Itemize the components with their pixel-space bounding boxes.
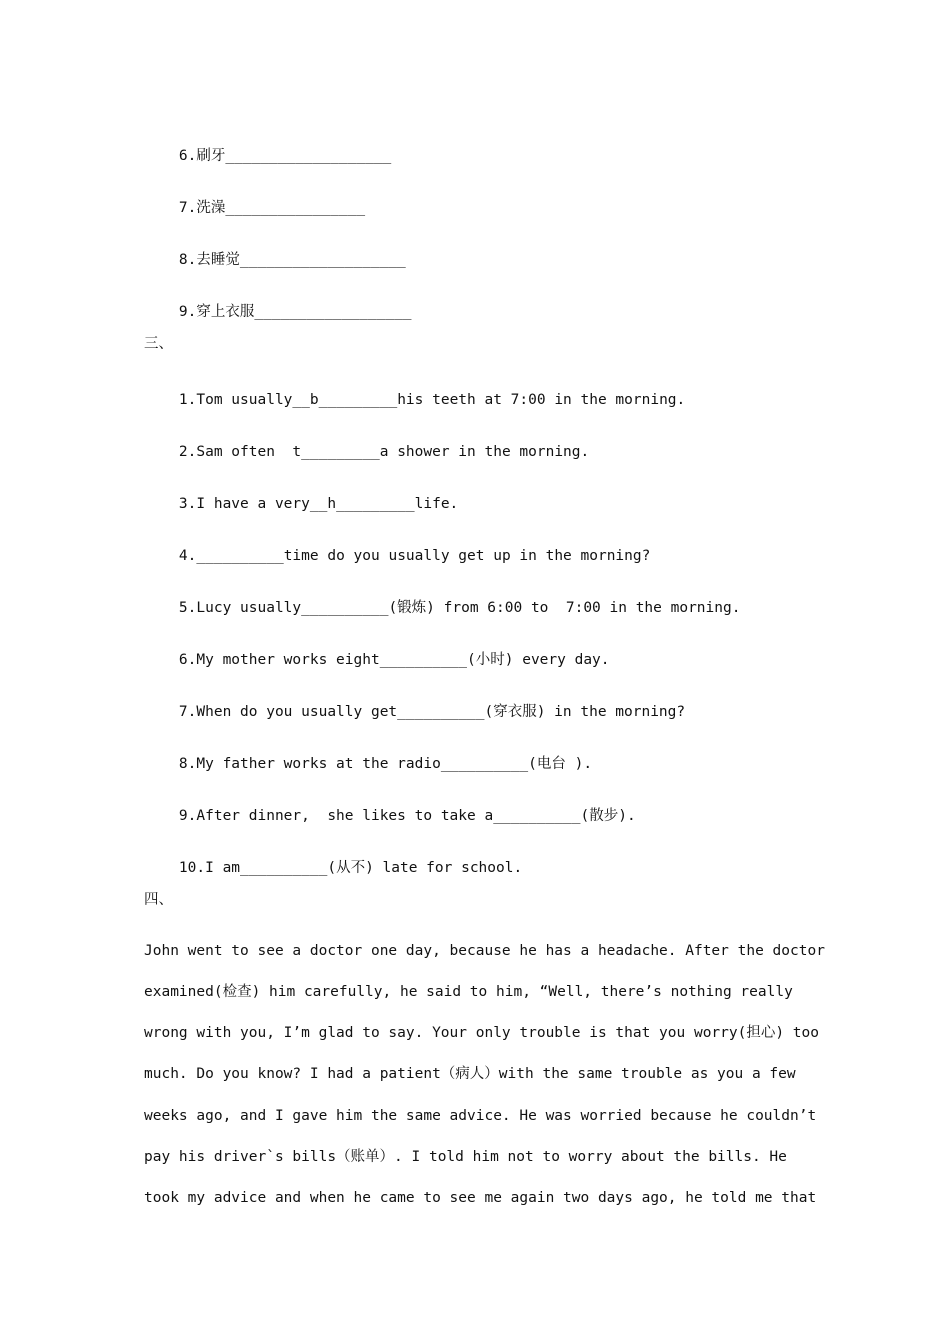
item-text-after: life. [414,496,459,512]
answer-blank: __________ [379,652,468,668]
answer-blank: __________ [240,860,328,876]
fill-item-9 [144,786,636,846]
item-text-after: (电台 ). [528,756,593,772]
item-prompt: 去睡觉 [196,252,240,268]
item-text-after: (从不) late for school. [327,860,523,876]
answer-blank: __________ [440,756,529,772]
item-number: 6. [178,148,197,164]
answer-blank: __________ [493,808,581,824]
item-text-after: time do you usually get up in the morning? [283,548,651,564]
answer-blank: __h_________ [309,496,415,512]
answer-blank: __________ [301,600,389,616]
answer-blank: ___________________ [225,148,392,164]
item-number: 7. [178,200,197,216]
item-text-before: 10.I am [178,860,241,876]
fill-item-2 [144,422,589,482]
fill-item-6 [144,630,610,690]
fill-item-5 [144,578,740,638]
item-text-before: 7.When do you usually get [178,704,398,720]
item-text-after: (锻炼) from 6:00 to 7:00 in the morning. [388,600,741,616]
fill-item-10 [144,838,522,898]
answer-blank: __________ [196,548,284,564]
item-text-before: 3.I have a very [178,496,310,512]
item-text-after: his teeth at 7:00 in the morning. [397,392,686,408]
vocab-item-8 [144,230,406,290]
item-text-after: (小时) every day. [467,652,610,668]
item-prompt: 刷牙 [196,148,226,164]
fill-item-7 [144,682,685,742]
answer-blank: ___________________ [239,252,406,268]
item-text-before: 4. [178,548,197,564]
vocab-item-9 [144,282,412,342]
passage-line-6: pay his driver`s bills（账单）. I told him not to worry about the bills. He [144,1149,787,1165]
item-text-before: 8.My father works at the radio [178,756,441,772]
item-number: 8. [178,252,197,268]
item-number: 9. [178,304,197,320]
answer-blank: __________________ [254,304,412,320]
item-text-after: a shower in the morning. [379,444,590,460]
item-text-before: 1.Tom usually [178,392,293,408]
fill-item-4 [144,526,650,586]
item-text-before: 2.Sam often [178,444,293,460]
item-text-after: (穿衣服) in the morning? [484,704,686,720]
answer-blank: __b_________ [292,392,398,408]
item-prompt: 洗澡 [196,200,226,216]
passage-line-3: wrong with you, I’m glad to say. Your only trouble is that you worry(担心) too [144,1025,820,1041]
item-text-before: 9.After dinner, she likes to take a [178,808,494,824]
vocab-item-6 [144,126,391,186]
fill-item-1 [144,370,685,430]
vocab-item-7 [144,178,365,238]
passage-line-4: much. Do you know? I had a patient（病人）with the same trouble as you a few [144,1066,796,1082]
fill-item-3 [144,474,458,534]
fill-item-8 [144,734,592,794]
answer-blank: __________ [397,704,485,720]
passage-line-7: took my advice and when he came to see me again two days ago, he told me that [144,1190,817,1206]
passage-line-1: John went to see a doctor one day, because he has a headache. After the doctor [144,943,825,959]
section-4-heading: 四、 [144,892,173,908]
answer-blank: ________________ [225,200,366,216]
answer-blank: t_________ [292,444,380,460]
item-text-before: 6.My mother works eight [178,652,380,668]
passage-line-5: weeks ago, and I gave him the same advice. He was worried because he couldn’t [144,1108,817,1124]
item-text-before: 5.Lucy usually [178,600,302,616]
item-prompt: 穿上衣服 [196,304,255,320]
item-text-after: (散步). [580,808,636,824]
section-3-heading: 三、 [144,336,173,352]
passage-line-2: examined(检查) him carefully, he said to him, “Well, there’s nothing really [144,984,793,1000]
